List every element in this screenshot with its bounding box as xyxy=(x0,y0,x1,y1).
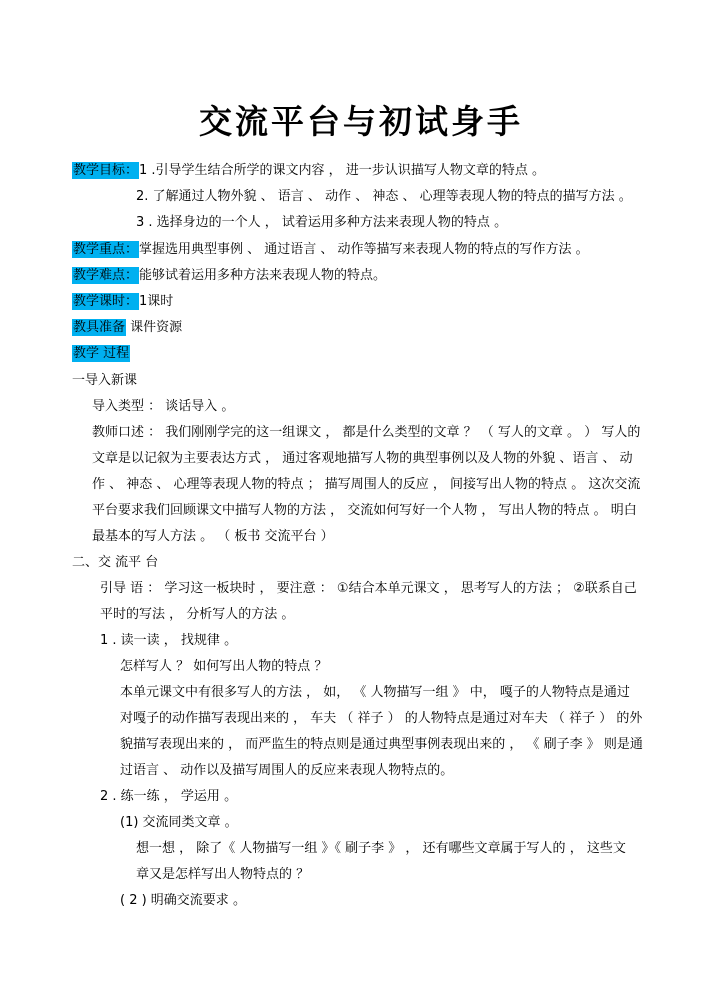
class-hours-line xyxy=(72,293,173,311)
objectives-line-1 xyxy=(72,162,545,180)
difficulty-label: 教学难点： xyxy=(73,268,139,283)
body-line: 最基本的写人方法 。 （ 板书 交流平台 ） xyxy=(92,529,334,544)
class-hours-label: 教学课时： xyxy=(73,294,139,309)
body-line: 平时的写法 ， 分析写人的方法 。 xyxy=(100,607,295,622)
body-line: 貌描写表现出来的 ， 而严监生的特点则是通过典型事例表现出来的 ， 《 刷子李 》 则是通 xyxy=(120,737,643,752)
process-label: 教学 过程 xyxy=(73,346,130,361)
objectives-text-3: 3 . 选择身边的一个人 ， 试着运用多种方法来表现人物的特点 。 xyxy=(136,215,508,230)
objectives-label: 教学目标： xyxy=(73,163,139,178)
body-line: 对嘎子的动作描写表现出来的 ， 车夫 （ 祥子 ） 的人物特点是通过对车夫 （ 祥子 ） 的外 xyxy=(120,711,643,726)
body-line: 平台要求我们回顾课文中描写人物的方法 ， 交流如何写好一个人物 ， 写出人物的特点 。 明白 xyxy=(92,503,637,518)
objectives-text-2: 2. 了解通过人物外貌 、 语言 、 动作 、 神态 、 心理等表现人物的特点的描写方法 。 xyxy=(136,189,632,204)
process-line xyxy=(72,345,130,363)
difficulty-line xyxy=(72,267,386,285)
section-heading-intro: 一导入新课 xyxy=(72,373,138,388)
body-line: 导入类型 ： 谈话导入 。 xyxy=(92,399,235,414)
key-points-text: 掌握选用典型事例 、 通过语言 、 动作等描写来表现人物的特点的写作方法 。 xyxy=(139,242,589,257)
key-points-label: 教学重点： xyxy=(73,242,139,257)
body-line: 章又是怎样写出人物特点的 ？ xyxy=(136,867,310,882)
class-hours-text: 1课时 xyxy=(139,294,174,309)
body-line: 想一想 ， 除了《 人物描写一组 》《 刷子李 》 ， 还有哪些文章属于写人的 ， 这些文 xyxy=(136,841,626,856)
body-line: 2 . 练一练 ， 学运用 。 xyxy=(100,789,238,804)
objectives-text-1: 1 .引导学生结合所学的课文内容 ， 进一步认识描写人物文章的特点 。 xyxy=(139,163,545,178)
body-line: 过语言 、 动作以及描写周围人的反应来表现人物特点的。 xyxy=(120,763,454,778)
materials-text: 课件资源 xyxy=(130,320,183,335)
body-line: 引导 语 ： 学习这一板块时 ， 要注意 ： ①结合本单元课文 ， 思考写人的方法 ； ②联系自己 xyxy=(100,581,637,596)
body-line: 作 、 神态 、 心理等表现人物的特点 ； 描写周围人的反应 ， 间接写出人物的特点 。 这次交流 xyxy=(92,477,641,492)
body-line: 怎样写人 ？ 如何写出人物的特点 ？ xyxy=(120,659,328,674)
materials-line xyxy=(72,319,182,337)
document-title: 交流平台与初试身手 xyxy=(199,102,523,141)
section-heading-exchange: 二、交 流平 台 xyxy=(72,555,159,570)
objectives-line-2 xyxy=(136,188,632,206)
key-points-line xyxy=(72,241,589,259)
objectives-line-3 xyxy=(136,214,507,232)
body-line: ( 2 ) 明确交流要求 。 xyxy=(120,893,246,908)
body-line: 1 . 读一读 ， 找规律 。 xyxy=(100,633,238,648)
difficulty-text: 能够试着运用多种方法来表现人物的特点。 xyxy=(139,268,387,283)
body-line: 教师口述 ： 我们刚刚学完的这一组课文 ， 都是什么类型的文章 ？ （ 写人的文章 。 ） 写人的 xyxy=(92,425,641,440)
materials-label: 教具准备 xyxy=(73,320,126,335)
body-line: 文章是以记叙为主要表达方式 ， 通过客观地描写人物的典型事例以及人物的外貌 、语言 、 动 xyxy=(92,451,633,466)
body-line: (1) 交流同类文章 。 xyxy=(120,815,238,830)
body-line: 本单元课文中有很多写人的方法 ， 如， 《 人物描写一组 》 中， 嘎子的人物特点是通过 xyxy=(120,685,630,700)
